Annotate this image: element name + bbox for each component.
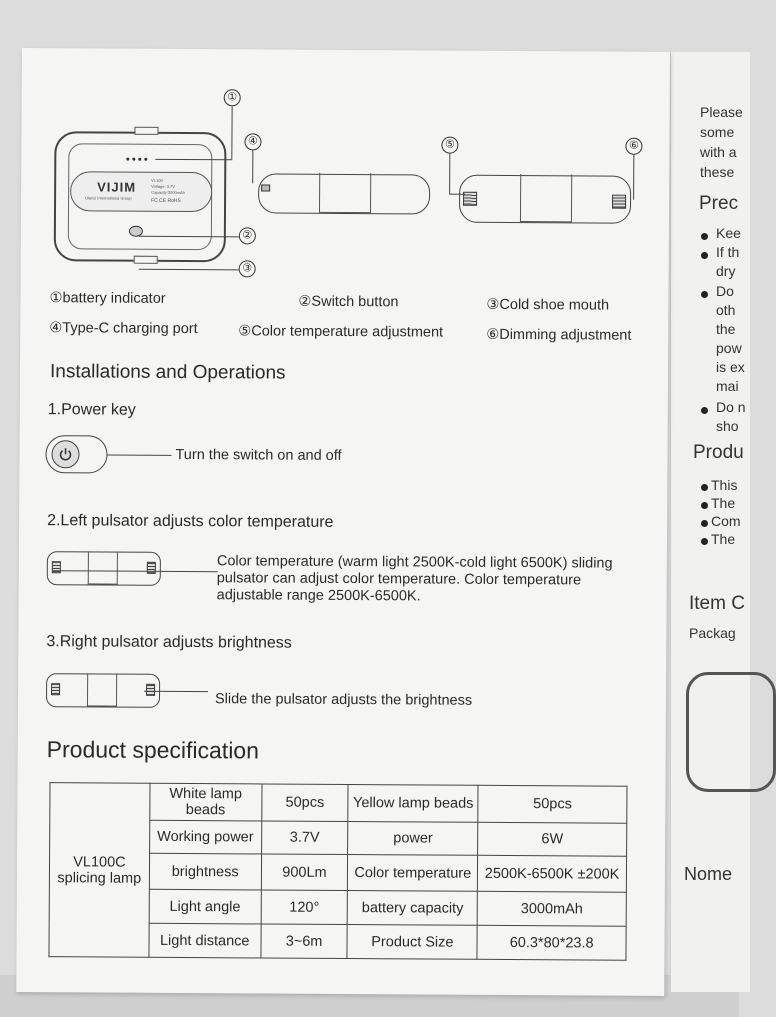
battery-indicator-dots <box>126 158 147 161</box>
spec-value: 50pcs <box>261 784 348 822</box>
lamp-side-small-1 <box>47 551 161 586</box>
spec-heading: Product specification <box>46 736 260 764</box>
leader-line <box>252 150 253 183</box>
rp-prec-item: Do n <box>716 399 746 415</box>
spec-label: Working power <box>149 820 261 854</box>
lamp-label-panel <box>70 171 212 212</box>
rp-prod-item: The <box>711 531 736 547</box>
label-type-c: ④Type-C charging port <box>49 320 198 338</box>
marker-5: ⑤ <box>441 137 458 154</box>
step-1-description: Turn the switch on and off <box>175 446 342 464</box>
brand-sub: Ulanzi International Group <box>85 195 132 201</box>
lamp-side-small-2 <box>46 673 160 708</box>
rp-prec-item: pow <box>716 340 742 356</box>
rp-prec-item: dry <box>716 263 736 279</box>
leader-line <box>449 154 450 194</box>
rp-prec-item: oth <box>716 302 736 318</box>
spec-label: Light distance <box>149 923 261 958</box>
spec-value: 3000mAh <box>477 891 626 926</box>
spec-value: 60.3*80*23.8 <box>477 925 626 960</box>
label-cold-shoe: ③Cold shoe mouth <box>486 296 610 314</box>
rp-intro-1: Please <box>700 104 743 120</box>
spec-label: power <box>348 822 478 856</box>
marker-1: ① <box>224 89 241 106</box>
color-temp-dial-icon <box>51 683 60 695</box>
cold-shoe-slot <box>88 551 118 584</box>
marker-6: ⑥ <box>625 138 642 155</box>
leader-line <box>449 194 465 195</box>
label-battery-indicator: ①battery indicator <box>49 290 166 307</box>
rp-intro-4: these <box>700 164 735 180</box>
step-3-title: 3.Right pulsator adjusts brightness <box>46 633 292 652</box>
rp-heading-prec: Prec <box>699 193 739 214</box>
model-line-3: Capacity:3000mAh <box>151 189 185 195</box>
spec-table <box>48 782 627 961</box>
spec-value: 6W <box>478 822 627 856</box>
model-line-1: VL100 <box>151 177 163 183</box>
bullet-icon <box>701 520 708 527</box>
marker-4: ④ <box>244 133 261 150</box>
leader-line <box>139 269 239 271</box>
color-temp-dial-icon <box>463 192 477 206</box>
lamp-side-view-left <box>258 173 430 214</box>
rp-prod-item: Com <box>711 513 741 529</box>
rp-package: Packag <box>689 625 736 641</box>
bullet-icon <box>701 484 708 491</box>
manual-page <box>16 48 670 996</box>
lamp-outline-partial <box>686 672 776 792</box>
leader-line <box>231 106 232 159</box>
spec-label: battery capacity <box>348 891 478 926</box>
rp-prod-item: The <box>711 495 736 511</box>
bullet-icon <box>701 502 708 509</box>
installations-heading: Installations and Operations <box>49 361 286 384</box>
power-key-outline <box>45 435 107 473</box>
rp-prec-item: sho <box>716 418 739 434</box>
rp-prec-item: the <box>716 321 736 337</box>
power-icon <box>51 440 79 468</box>
spec-label: Yellow lamp beads <box>348 785 478 823</box>
label-switch-button: ②Switch button <box>298 293 399 311</box>
spec-label: brightness <box>149 853 261 890</box>
label-dimming: ⑥Dimming adjustment <box>486 326 632 344</box>
bullet-icon <box>701 252 708 259</box>
cold-shoe-slot <box>87 673 117 706</box>
lamp-side-view-right <box>459 175 631 224</box>
step-2-title: 2.Left pulsator adjusts color temperature <box>47 512 334 531</box>
bullet-icon <box>701 407 708 414</box>
cert-marks: FC CE RoHS <box>151 197 181 204</box>
color-temp-dial-icon <box>52 561 61 573</box>
rp-heading-item: Item C <box>689 593 745 614</box>
marker-3: ③ <box>239 260 256 277</box>
bullet-icon <box>701 233 708 240</box>
cold-shoe-slot <box>319 173 371 213</box>
rp-prec-item: Kee <box>716 225 741 241</box>
model-line-2: Voltage: 3.7V <box>151 183 175 189</box>
brand-logo: VIJIM <box>97 179 137 195</box>
rp-prec-item: Do <box>716 283 734 299</box>
rp-nome: Nome <box>684 864 733 884</box>
dimming-dial-icon <box>147 562 156 574</box>
spec-value: 3~6m <box>261 924 348 959</box>
step-2-description: Color temperature (warm light 2500K-cold light 6500K) sliding pulsator can adjust color temperature. Color temperature adjustable range 2500K-6500K. <box>216 553 613 605</box>
rp-heading-prod: Produ <box>693 442 744 463</box>
spec-value: 120° <box>261 890 348 925</box>
top-clip <box>134 127 158 135</box>
step-3-description: Slide the pulsator adjusts the brightness <box>214 691 473 709</box>
rp-prec-item: mai <box>716 378 739 394</box>
adjacent-page <box>670 52 750 992</box>
step-1-title: 1.Power key <box>47 401 136 419</box>
leader-line <box>633 155 634 200</box>
spec-label: Color temperature <box>348 855 478 892</box>
rp-intro-2: some <box>700 124 735 140</box>
leader-line <box>108 455 172 456</box>
spec-label: Product Size <box>347 925 477 960</box>
marker-2: ② <box>239 227 256 244</box>
rp-intro-3: with a <box>700 144 737 160</box>
dimming-dial-icon <box>612 195 626 209</box>
spec-value: 2500K-6500K ±200K <box>478 855 627 892</box>
rp-prec-item: is ex <box>716 359 745 375</box>
lamp-front-outline <box>54 131 227 262</box>
spec-label: White lamp beads <box>150 783 262 821</box>
label-color-temp: ⑤Color temperature adjustment <box>238 323 444 341</box>
rp-prec-item: If th <box>716 244 740 260</box>
bullet-icon <box>701 538 708 545</box>
spec-value: 50pcs <box>478 785 627 823</box>
bullet-icon <box>701 291 708 298</box>
rp-prod-item: This <box>711 477 738 493</box>
product-name-cell: VL100C splicing lamp <box>49 783 150 958</box>
bottom-clip <box>134 256 158 264</box>
spec-value: 900Lm <box>261 854 348 891</box>
cold-shoe-slot <box>520 174 572 222</box>
spec-label: Light angle <box>149 889 261 924</box>
spec-value: 3.7V <box>261 821 348 855</box>
type-c-port-icon <box>261 184 270 191</box>
table-row <box>50 783 627 824</box>
